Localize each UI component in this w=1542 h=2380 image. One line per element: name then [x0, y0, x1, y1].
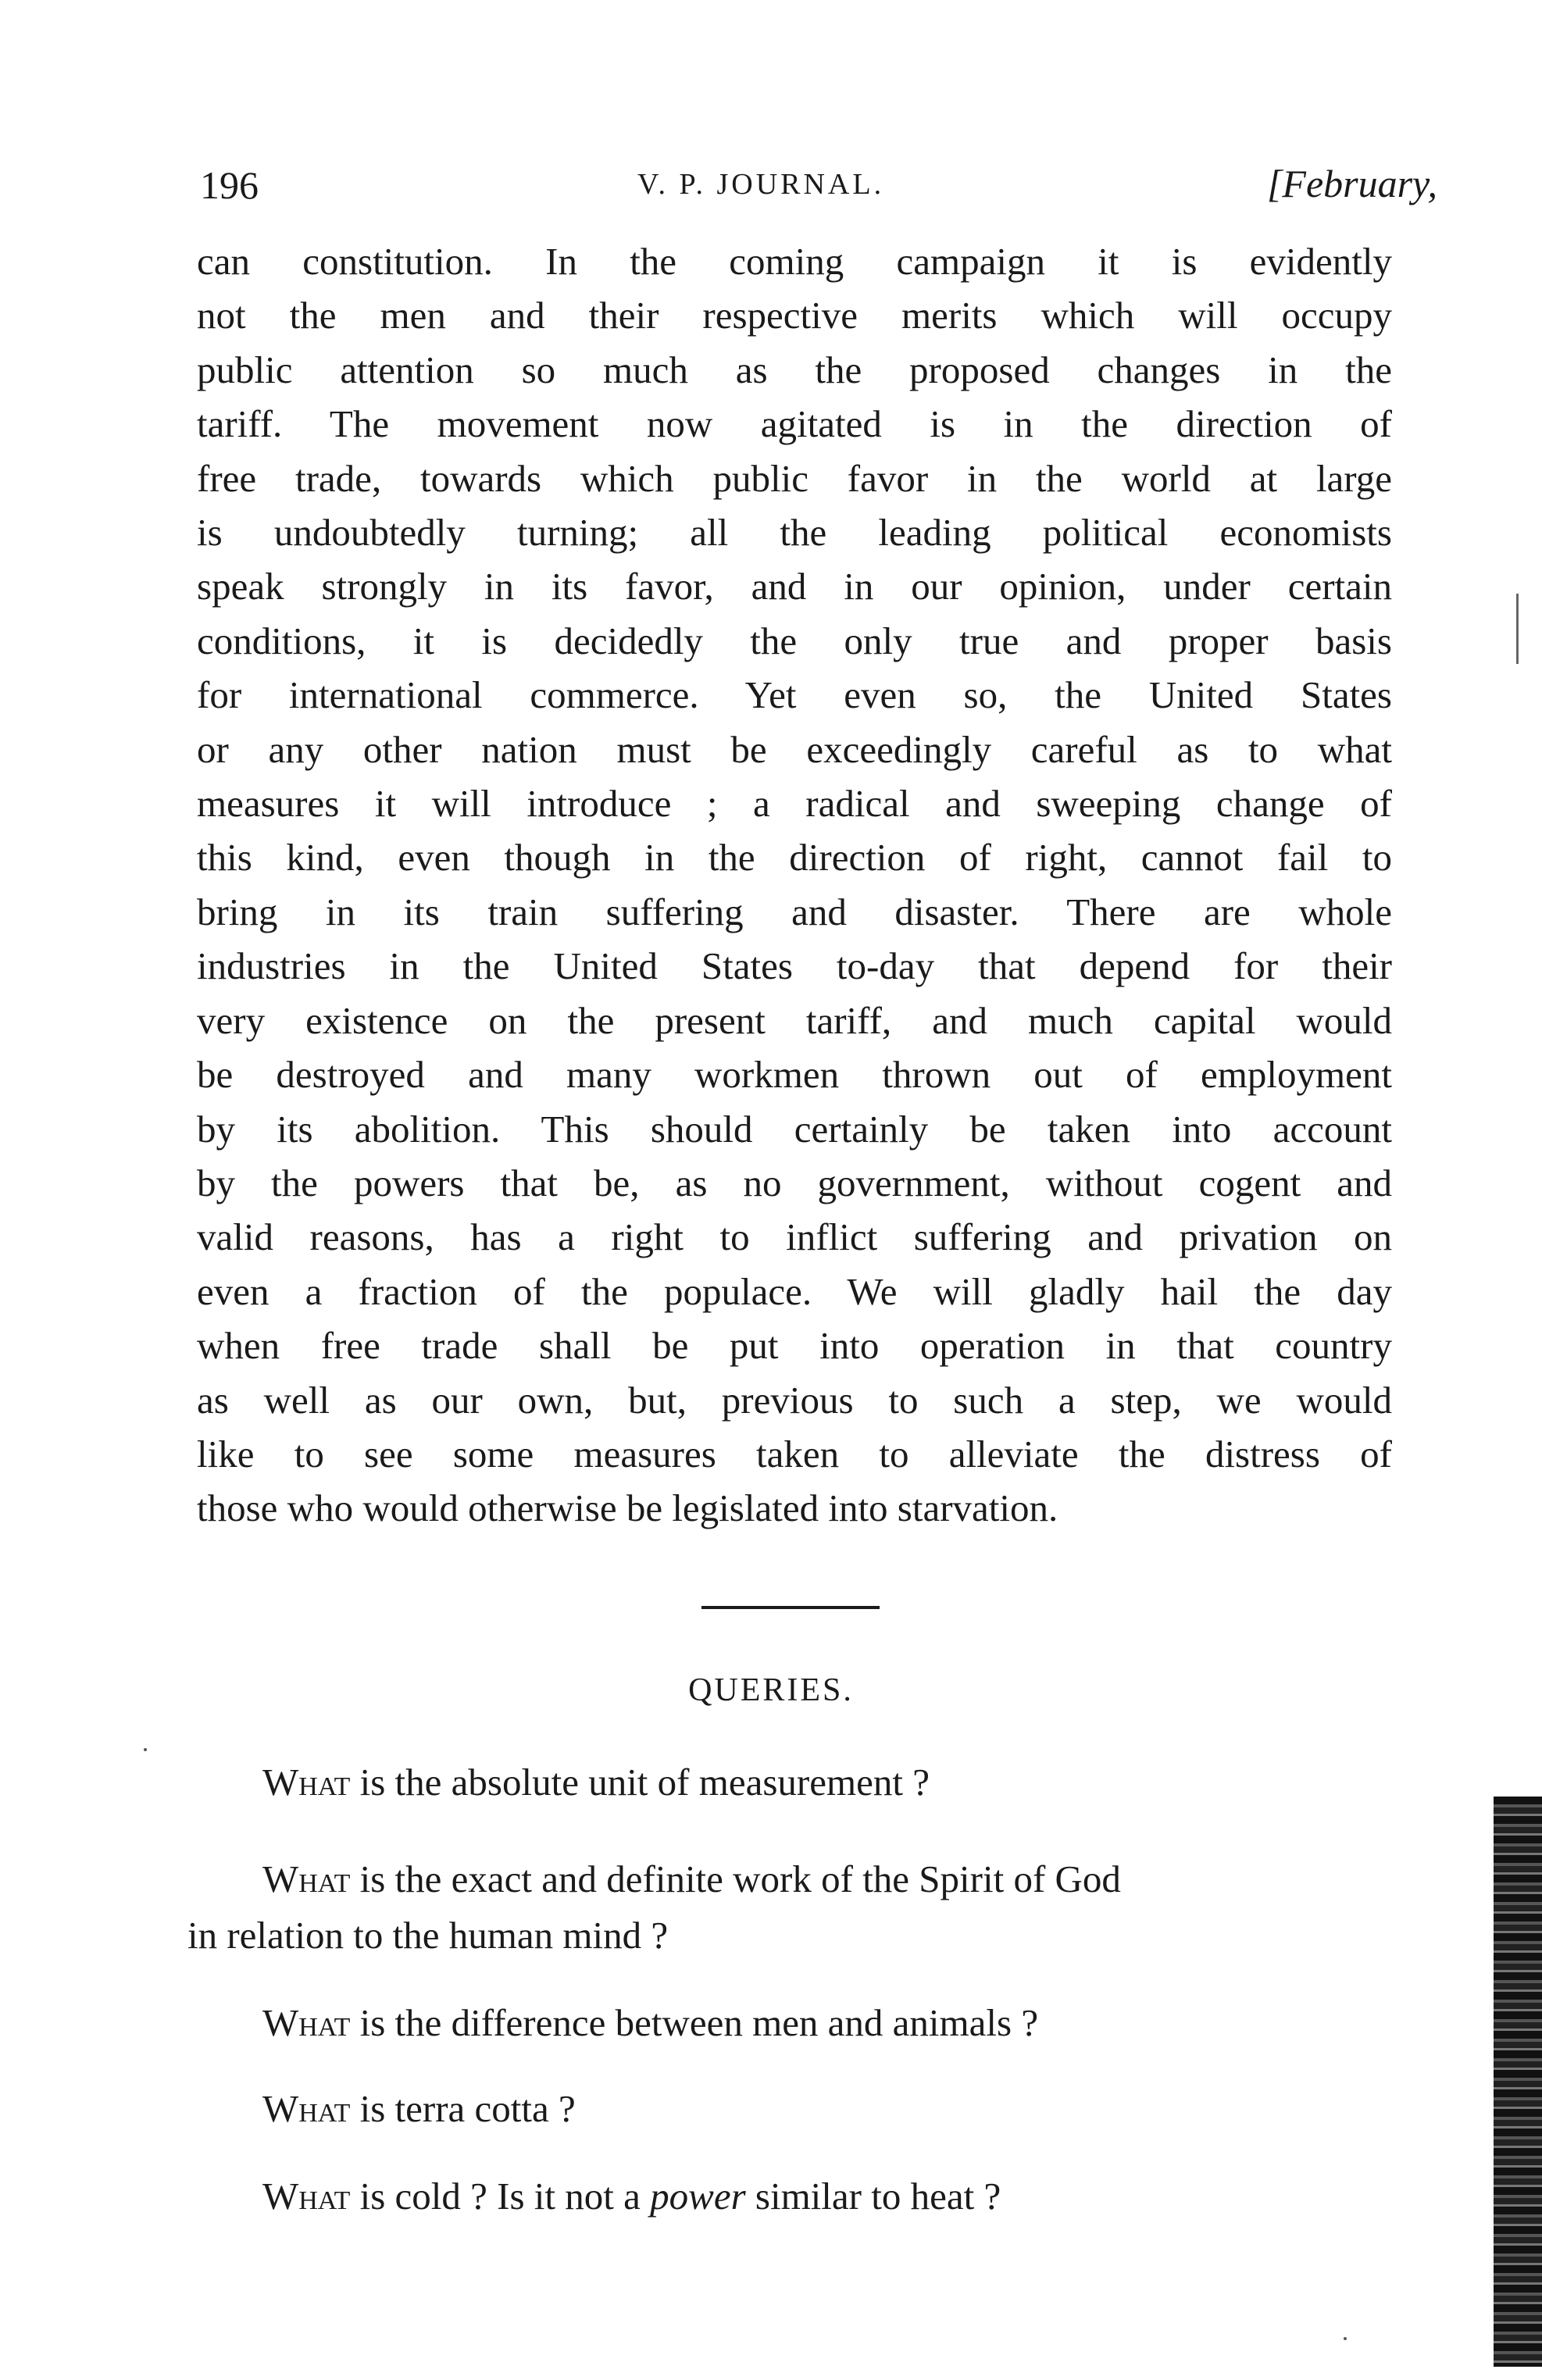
body-line: industries in the United States to-day that depend for their: [197, 944, 1392, 988]
running-month: [February,: [1266, 162, 1437, 205]
body-line: those who would otherwise be legislated into starvation.: [197, 1486, 1058, 1530]
body-line: very existence on the present tariff, and much capital would: [197, 998, 1392, 1042]
query-text: similar to heat ?: [755, 2175, 1001, 2218]
body-line: bring in its train suffering and disaster. There are whole: [197, 890, 1392, 933]
query-item: [187, 2168, 1398, 2225]
page-header: [200, 153, 1437, 216]
body-line: this kind, even though in the direction of right, cannot fail to: [197, 836, 1392, 880]
body-line: tariff. The movement now agitated is in the direction of: [197, 402, 1392, 446]
body-line: by its abolition. This should certainly be taken into account: [197, 1107, 1392, 1151]
query-text-continued: in relation to the human mind ?: [187, 1914, 669, 1957]
query-lead-word: What: [262, 1857, 351, 1900]
body-line: for international commerce. Yet even so, the United States: [197, 673, 1392, 717]
running-title: V. P. JOURNAL.: [637, 168, 885, 201]
body-line: public attention so much as the proposed changes in the: [197, 348, 1392, 391]
section-divider: [701, 1606, 880, 1609]
body-line: by the powers that be, as no government, without cogent and: [197, 1161, 1392, 1204]
query-item: [187, 1995, 1398, 2051]
query-item: [187, 1851, 1398, 1964]
body-line: free trade, towards which public favor in the world at large: [197, 456, 1392, 500]
query-item: [187, 1754, 1398, 1811]
query-lead-word: What: [262, 2087, 351, 2130]
body-line: conditions, it is decidedly the only true and proper basis: [197, 619, 1392, 662]
page-edge-mark: [1516, 594, 1519, 664]
body-line: speak strongly in its favor, and in our opinion, under certain: [197, 565, 1392, 608]
print-speck: [1344, 2337, 1347, 2340]
print-speck: [144, 1748, 147, 1751]
body-line: can constitution. In the coming campaign it is evidently: [197, 240, 1392, 283]
body-line: like to see some measures taken to alleviate the distress of: [197, 1432, 1392, 1475]
body-line: even a fraction of the populace. We will gladly hail the day: [197, 1269, 1392, 1313]
page-number: 196: [200, 163, 259, 207]
query-emphasis: power: [650, 2175, 746, 2218]
query-lead-word: What: [262, 2175, 351, 2218]
page-edge-binding: [1494, 1797, 1542, 2367]
query-lead-word: What: [262, 2001, 351, 2044]
body-line: measures it will introduce ; a radical and sweeping change of: [197, 782, 1392, 826]
query-text: is the difference between men and animals ?: [359, 2001, 1039, 2044]
query-item: [187, 2081, 1398, 2137]
queries-title: QUERIES.: [688, 1672, 854, 1708]
query-text: is terra cotta ?: [359, 2087, 576, 2130]
query-lead-word: What: [262, 1761, 351, 1804]
body-line: when free trade shall be put into operation in that country: [197, 1324, 1392, 1368]
query-text: is the absolute unit of measurement ?: [359, 1761, 930, 1804]
body-line: or any other nation must be exceedingly careful as to what: [197, 727, 1392, 771]
body-line: not the men and their respective merits which will occupy: [197, 294, 1392, 337]
body-line: valid reasons, has a right to inflict suffering and privation on: [197, 1215, 1392, 1259]
body-line: be destroyed and many workmen thrown out of employment: [197, 1053, 1392, 1097]
article-body: [197, 234, 1392, 1536]
query-text: is cold ? Is it not a: [359, 2175, 641, 2218]
query-text: is the exact and definite work of the Spirit of God: [359, 1857, 1121, 1900]
body-line: is undoubtedly turning; all the leading political economists: [197, 511, 1392, 555]
body-line: as well as our own, but, previous to such a step, we would: [197, 1378, 1392, 1422]
